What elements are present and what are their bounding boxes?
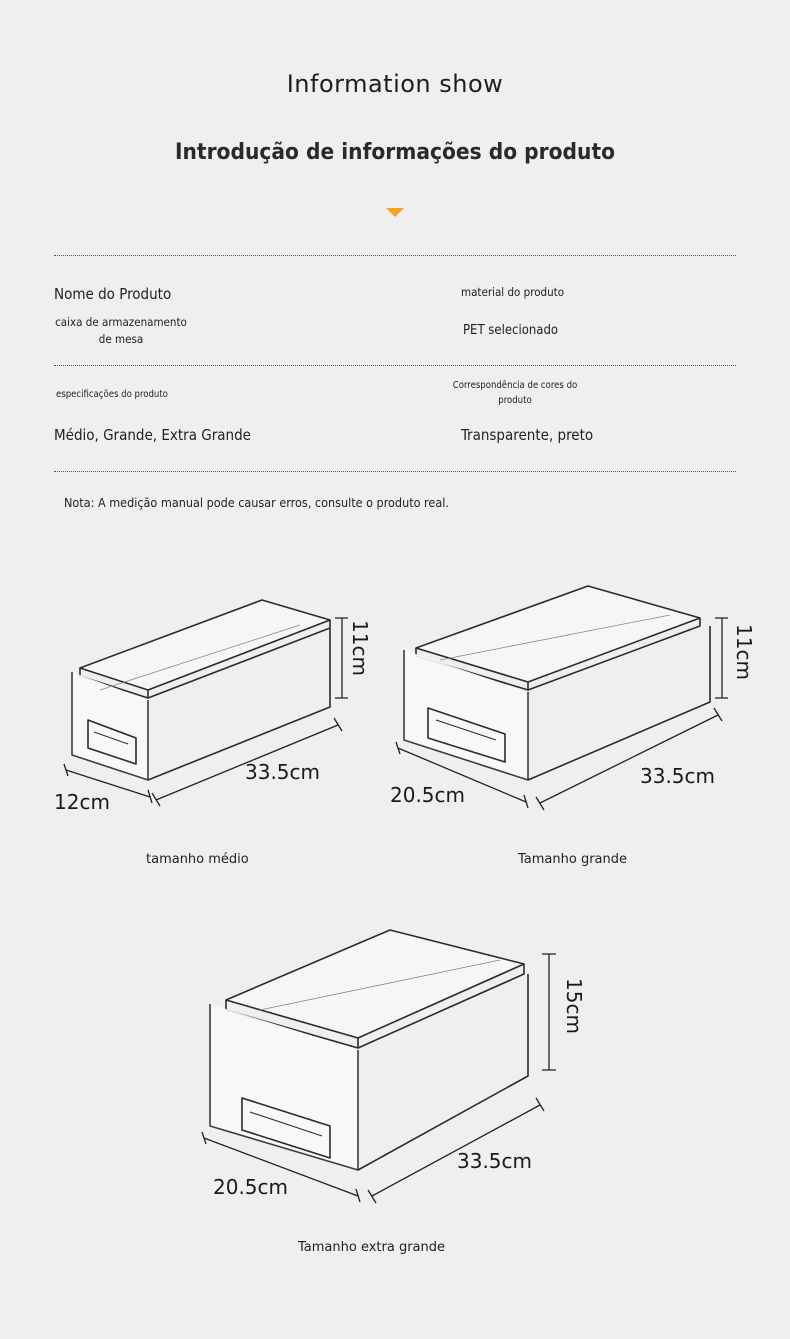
extra-large-caption: Tamanho extra grande [298,1240,446,1255]
page-subtitle: Introdução de informações do produto [174,140,616,165]
specs-label: especificações do produto [56,389,168,400]
large-caption: Tamanho grande [518,852,628,867]
page-title: Information show [286,70,504,98]
material-value: PET selecionado [463,323,559,338]
extra-large-height-label: 15cm [562,978,586,1034]
extra-large-box [210,930,528,1170]
large-height-label: 11cm [732,624,756,680]
extra-large-width-label: 20.5cm [213,1175,289,1199]
medium-width-label: 12cm [54,790,110,814]
material-label: material do produto [461,285,565,299]
large-length-label: 33.5cm [640,764,716,788]
medium-length-label: 33.5cm [245,760,321,784]
extra-large-length-label: 33.5cm [457,1149,533,1173]
product-name-value-line2: de mesa [98,332,144,346]
colors-label-line2: produto [498,395,532,406]
product-name-value-line1: caixa de armazenamento [55,315,187,329]
large-width-label: 20.5cm [390,783,466,807]
product-name-label: Nome do Produto [54,285,172,303]
medium-caption: tamanho médio [146,852,249,867]
colors-value: Transparente, preto [461,426,594,444]
medium-height-label: 11cm [348,620,372,676]
specs-value: Médio, Grande, Extra Grande [54,426,251,444]
measurement-note: Nota: A medição manual pode causar erros, consulte o produto real. [64,495,449,510]
colors-label-line1: Correspondência de cores do [452,380,578,391]
